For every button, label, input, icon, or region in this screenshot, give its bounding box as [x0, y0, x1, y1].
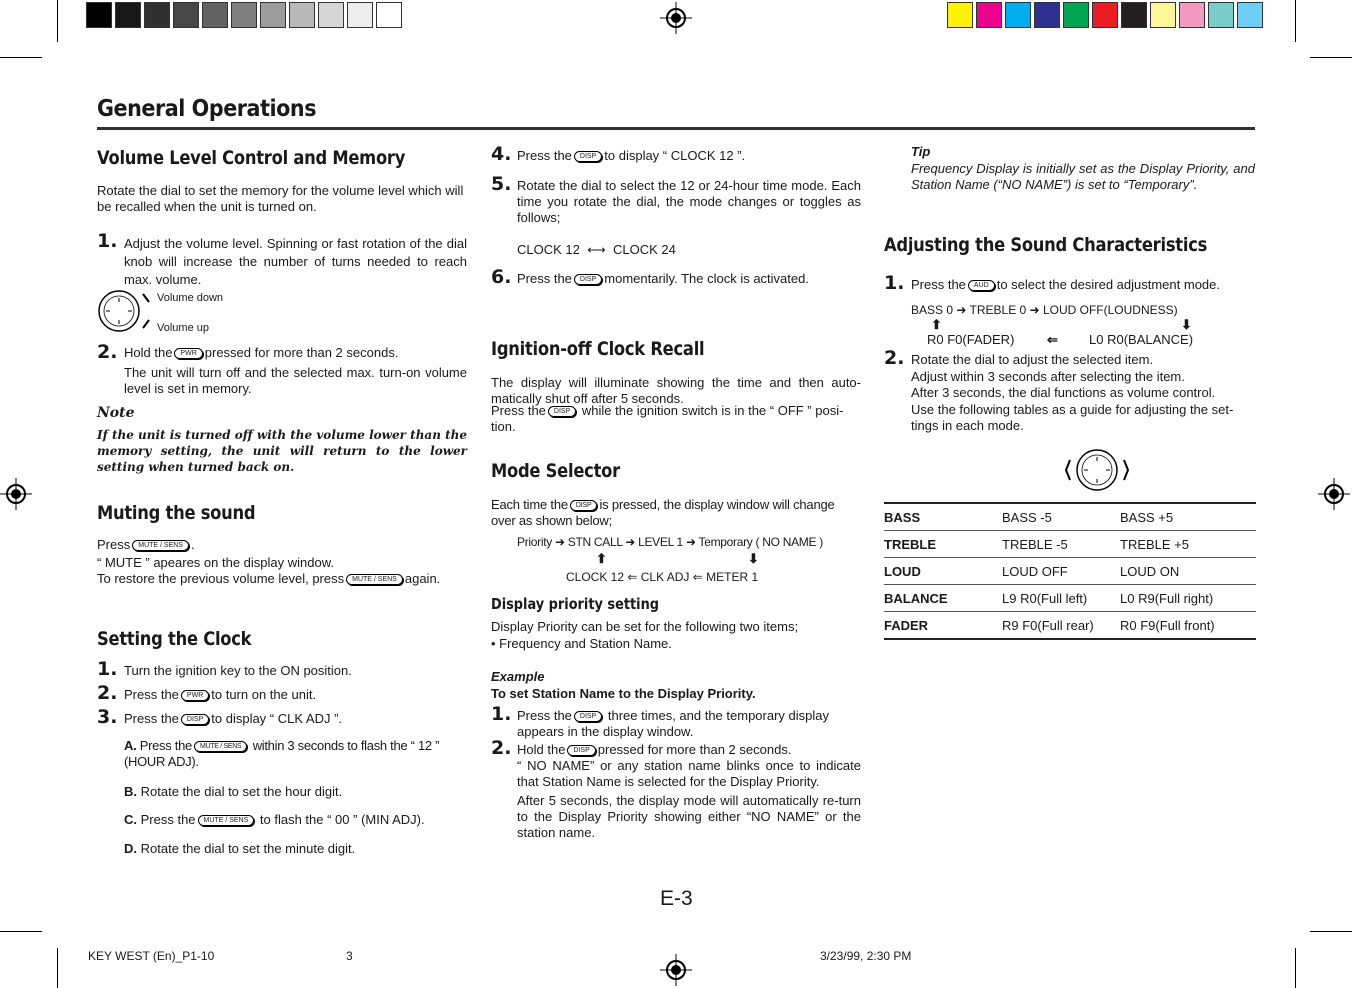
ignition-heading: Ignition-off Clock Recall	[491, 338, 705, 360]
note-label: Note	[97, 405, 135, 421]
disp-button[interactable]: DISP	[548, 406, 576, 417]
tip-label: Tip	[911, 144, 931, 159]
crop-mark	[1295, 948, 1296, 988]
arrow-down-icon: ⬇	[1181, 317, 1192, 332]
gray-swatch	[115, 2, 141, 28]
clock-substep-c: C. Press the MUTE / SENS to flash the “ 00 ” (MIN ADJ).	[124, 812, 425, 827]
color-swatch	[947, 2, 973, 28]
display-priority-item: • Frequency and Station Name.	[491, 636, 672, 651]
example-title: To set Station Name to the Display Priority.	[491, 686, 756, 701]
clock-step-1: Turn the ignition key to the ON position.	[124, 663, 352, 678]
color-swatch	[1150, 2, 1176, 28]
clock-step-3: Press the DISP to display “ CLK ADJ ”.	[124, 711, 343, 726]
step-number: 1.	[97, 658, 118, 680]
clock-substep-d: D. Rotate the dial to set the minute digit.	[124, 841, 356, 856]
step-number: 3.	[97, 706, 118, 728]
mute-line-2: “ MUTE ” apeares on the display window.	[97, 555, 334, 570]
clock-step-5: Rotate the dial to select the 12 or 24-hour time mode. Each time you rotate the dial, the mode changes or toggles as follows;	[517, 178, 861, 225]
volume-up-label: Volume up	[157, 322, 209, 334]
color-swatch	[1237, 2, 1263, 28]
table-row: BASS BASS -5 BASS +5	[884, 503, 1256, 531]
mute-sens-button[interactable]: MUTE / SENS	[346, 574, 403, 585]
disp-button[interactable]: DISP	[570, 500, 598, 511]
arrow-up-icon: ⬆	[931, 317, 942, 332]
title-rule	[97, 127, 1255, 130]
sound-heading: Adjusting the Sound Characteristics	[884, 234, 1208, 256]
step-number: 5.	[491, 173, 512, 195]
arrow-left-icon: ⇐	[1047, 332, 1058, 347]
gray-swatch	[144, 2, 170, 28]
page-number: E-3	[660, 887, 693, 910]
mode-flow-bottom: CLOCK 12 ⇐ CLK ADJ ⇐ METER 1	[566, 570, 759, 584]
disp-button[interactable]: DISP	[574, 274, 602, 285]
pwr-button[interactable]: PWR	[174, 348, 202, 359]
sound-step-1: Press the AUD to select the desired adjustment mode.	[911, 277, 1220, 292]
registration-mark-icon	[1318, 478, 1350, 510]
gray-swatch	[347, 2, 373, 28]
display-priority-heading: Display priority setting	[491, 595, 660, 613]
step-number: 1.	[97, 230, 118, 252]
toggle-arrow-icon: ⟷	[587, 242, 606, 257]
example-label: Example	[491, 669, 545, 684]
clock-substep-a: A. Press the MUTE / SENS within 3 seconds to flash the “ 12 ” (HOUR ADJ).	[124, 738, 440, 769]
disp-button[interactable]: DISP	[567, 745, 595, 756]
table-row: TREBLE TREBLE -5 TREBLE +5	[884, 531, 1256, 558]
volume-intro: Rotate the dial to set the memory for the volume level which will be recalled when the unit is turned on.	[97, 183, 464, 214]
tip-text: Frequency Display is initially set as the Display Priority, and Station Name (“NO NAME”) is set to “Temporary”.	[911, 161, 1255, 192]
crop-mark	[57, 0, 58, 42]
volume-step-1: Adjust the volume level. Spinning or fast rotation of the dial knob will increase the number of turns needed to reach max. volume.	[124, 236, 467, 287]
mute-line-3: To restore the previous volume level, press MUTE / SENS again.	[97, 571, 441, 586]
color-swatch	[1092, 2, 1118, 28]
gray-swatch	[289, 2, 315, 28]
registration-mark-icon	[0, 478, 32, 510]
step-number: 6.	[491, 266, 512, 288]
example-step-2-detail-2: After 5 seconds, the display mode will automatically re-turn to the Display Priority showing either “NO NAME” or the station name.	[517, 793, 861, 840]
volume-step-2-detail: The unit will turn off and the selected max. turn-on volume level is set in memory.	[124, 365, 467, 396]
mode-heading: Mode Selector	[491, 460, 620, 482]
table-row: BALANCE L9 R0(Full left) L0 R9(Full right)	[884, 585, 1256, 612]
step-number: 2.	[97, 341, 118, 363]
crop-mark	[0, 57, 42, 58]
gray-swatch	[376, 2, 402, 28]
note-text: If the unit is turned off with the volume lower than the memory setting, the unit will return to the lower setting when turned back on.	[97, 428, 467, 474]
color-swatch	[1121, 2, 1147, 28]
volume-down-label: Volume down	[157, 292, 224, 304]
example-step-2-detail: “ NO NAME” or any station name blinks once to indicate that Station Name is selected for the Display Priority.	[517, 758, 861, 789]
registration-mark-icon	[660, 2, 692, 34]
volume-step-2: Hold the PWR pressed for more than 2 seconds.	[124, 345, 399, 360]
mute-sens-button[interactable]: MUTE / SENS	[132, 540, 189, 551]
crop-mark	[1295, 0, 1296, 42]
clock-step-2: Press the PWR to turn on the unit.	[124, 687, 317, 702]
clock-toggle: CLOCK 12 ⟷ CLOCK 24	[517, 242, 676, 257]
pwr-button[interactable]: PWR	[181, 690, 209, 701]
step-number: 2.	[97, 682, 118, 704]
color-swatch	[1208, 2, 1234, 28]
page-title: General Operations	[97, 96, 317, 122]
display-priority-text: Display Priority can be set for the following two items;	[491, 619, 799, 634]
gray-swatch	[318, 2, 344, 28]
ignition-text: The display will illuminate showing the time and then auto-matically shut off after 5 seconds.	[491, 375, 861, 406]
mute-line-1: Press MUTE / SENS .	[97, 537, 195, 552]
color-swatch	[1179, 2, 1205, 28]
crop-mark	[1310, 57, 1352, 58]
disp-button[interactable]: DISP	[574, 711, 602, 722]
crop-mark	[0, 931, 42, 932]
adjust-dial-icon	[1062, 446, 1132, 494]
arrow-up-icon: ⬆	[596, 551, 607, 566]
step-number: 1.	[884, 272, 905, 294]
table-row: LOUD LOUD OFF LOUD ON	[884, 558, 1256, 585]
footer-file: KEY WEST (En)_P1-10	[88, 949, 215, 963]
sound-flow-right: L0 R0(BALANCE)	[1089, 332, 1194, 347]
disp-button[interactable]: DISP	[181, 714, 209, 725]
mute-sens-button[interactable]: MUTE / SENS	[194, 741, 247, 752]
gray-swatch	[260, 2, 286, 28]
volume-dial-icon	[97, 288, 157, 334]
mode-flow-top: Priority ➜ STN CALL ➜ LEVEL 1 ➜ Temporary ( NO NAME )	[517, 535, 823, 549]
gray-swatch	[231, 2, 257, 28]
crop-mark	[57, 948, 58, 988]
sound-step-2-line-3: After 3 seconds, the dial functions as volume control.	[911, 385, 1216, 400]
footer-page: 3	[346, 949, 353, 963]
aud-button[interactable]: AUD	[968, 280, 995, 291]
sound-settings-table	[884, 502, 1256, 640]
sound-step-2-line-4: Use the following tables as a guide for adjusting the set-tings in each mode.	[911, 402, 1234, 433]
gray-swatch	[202, 2, 228, 28]
color-swatch	[1034, 2, 1060, 28]
step-number: 2.	[884, 347, 905, 369]
clock-step-4: Press the DISP to display “ CLOCK 12 ”.	[517, 148, 746, 163]
sound-flow-left: R0 F0(FADER)	[927, 332, 1015, 347]
clock-substep-b: B. Rotate the dial to set the hour digit.	[124, 784, 343, 799]
disp-button[interactable]: DISP	[574, 151, 602, 162]
table-row: FADER R9 F0(Full rear) R0 F9(Full front)	[884, 612, 1256, 640]
crop-mark	[1310, 931, 1352, 932]
volume-heading: Volume Level Control and Memory	[97, 147, 406, 169]
step-number: 4.	[491, 143, 512, 165]
mute-heading: Muting the sound	[97, 502, 256, 524]
color-swatch	[976, 2, 1002, 28]
step-number: 1.	[491, 703, 512, 725]
footer-date: 3/23/99, 2:30 PM	[820, 949, 912, 963]
mode-intro: Each time the DISP is pressed, the display window will change over as shown below;	[491, 497, 835, 528]
clock-heading: Setting the Clock	[97, 628, 252, 650]
clock-step-6: Press the DISP momentarily. The clock is activated.	[517, 271, 809, 286]
arrow-down-icon: ⬇	[748, 551, 759, 566]
ignition-text-2: Press the DISP while the ignition switch is in the “ OFF ” posi-tion.	[491, 403, 844, 434]
sound-step-2: Rotate the dial to adjust the selected item.	[911, 352, 1154, 367]
example-step-2: Hold the DISP pressed for more than 2 seconds.	[517, 742, 792, 757]
color-swatch	[1063, 2, 1089, 28]
sound-flow-top: BASS 0 ➜ TREBLE 0 ➜ LOUD OFF(LOUDNESS)	[911, 303, 1178, 317]
sound-step-2-line-2: Adjust within 3 seconds after selecting the item.	[911, 369, 1185, 384]
registration-mark-icon	[660, 954, 692, 986]
gray-swatch	[173, 2, 199, 28]
gray-swatch	[86, 2, 112, 28]
example-step-1: Press the DISP three times, and the temporary display appears in the display window.	[517, 708, 829, 739]
mute-sens-button[interactable]: MUTE / SENS	[198, 815, 255, 826]
step-number: 2.	[491, 737, 512, 759]
color-swatch	[1005, 2, 1031, 28]
